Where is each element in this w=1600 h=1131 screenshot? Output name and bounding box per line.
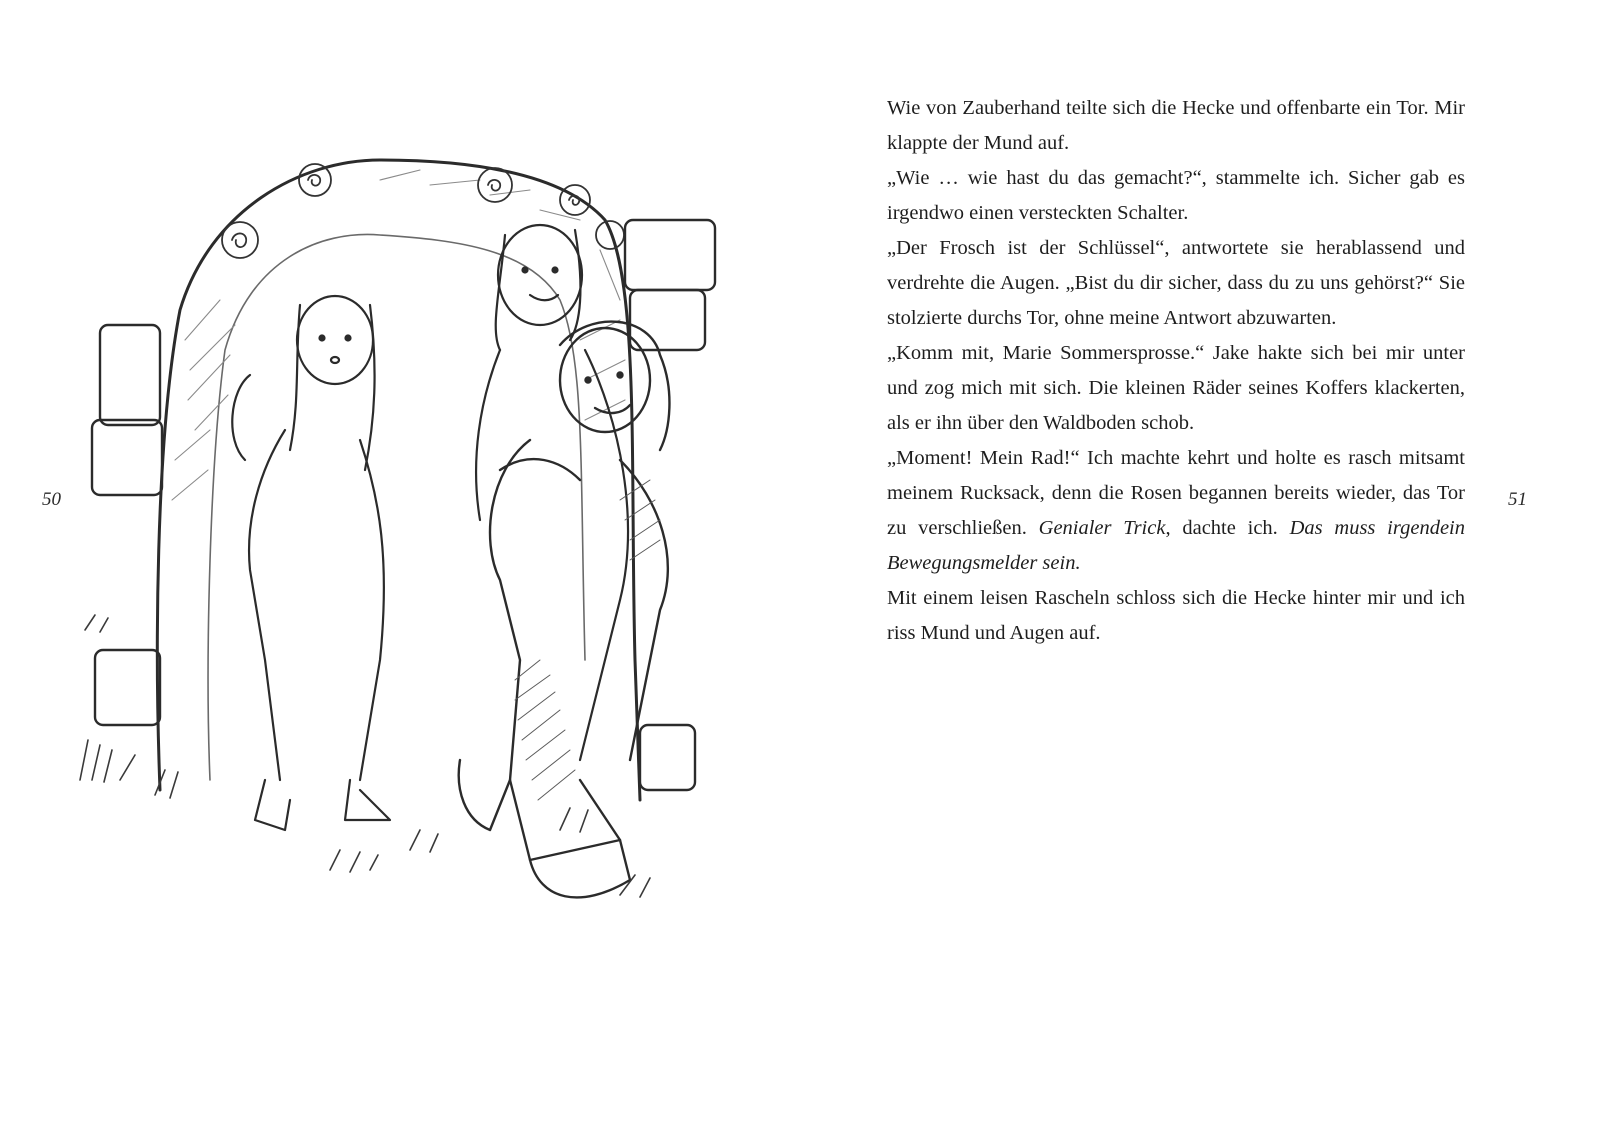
page-number-right: 51 bbox=[1508, 489, 1527, 510]
paragraph-6: Mit einem leisen Rascheln schloss sich die Hecke hinter mir und ich riss Mund und Augen auf. bbox=[887, 587, 1465, 644]
rose-icon bbox=[222, 164, 624, 258]
girl-front bbox=[459, 322, 670, 898]
paragraph-5-mid: , dachte ich. bbox=[1165, 517, 1290, 539]
boy-back bbox=[476, 225, 628, 760]
paragraph-4: „Komm mit, Marie Sommersprosse.“ Jake hakte sich bei mir unter und zog mich mit sich. Die kleinen Räder seines Koffers klackerten, als er ihn über den Waldboden schob. bbox=[887, 342, 1465, 434]
paragraph-3: „Der Frosch ist der Schlüssel“, antwortete sie herablassend und verdrehte die Augen. „Bist du dir sicher, dass du zu uns gehörst?“ Sie stolzierte durchs Tor, ohne meine Antwort abzuwarten. bbox=[887, 237, 1465, 329]
illustration-drawing bbox=[60, 140, 740, 960]
text-block bbox=[887, 91, 1465, 651]
paragraph-5-italic-1: Genialer Trick bbox=[1038, 517, 1166, 539]
paragraph-1: Wie von Zauberhand teilte sich die Hecke und offenbarte ein Tor. Mir klappte der Mund auf. bbox=[887, 97, 1465, 154]
stone-blocks bbox=[92, 220, 715, 790]
illustration bbox=[60, 140, 740, 960]
paragraph-2: „Wie … wie hast du das gemacht?“, stammelte ich. Sicher gab es irgendwo einen versteckten Schalter. bbox=[887, 167, 1465, 224]
page-number-left: 50 bbox=[42, 489, 61, 510]
paragraph-5-italic-2: Das muss irgendein Bewegungsmelder sein. bbox=[887, 517, 1465, 574]
hedge-arch bbox=[157, 160, 640, 800]
paragraph-5 bbox=[887, 441, 1465, 581]
paragraph-5-start: „Moment! Mein Rad!“ Ich machte kehrt und holte es rasch mitsamt meinem Rucksack, denn die Rosen begannen bereits wieder, das Tor zu verschließen. bbox=[887, 447, 1465, 539]
girl-left bbox=[232, 296, 390, 830]
